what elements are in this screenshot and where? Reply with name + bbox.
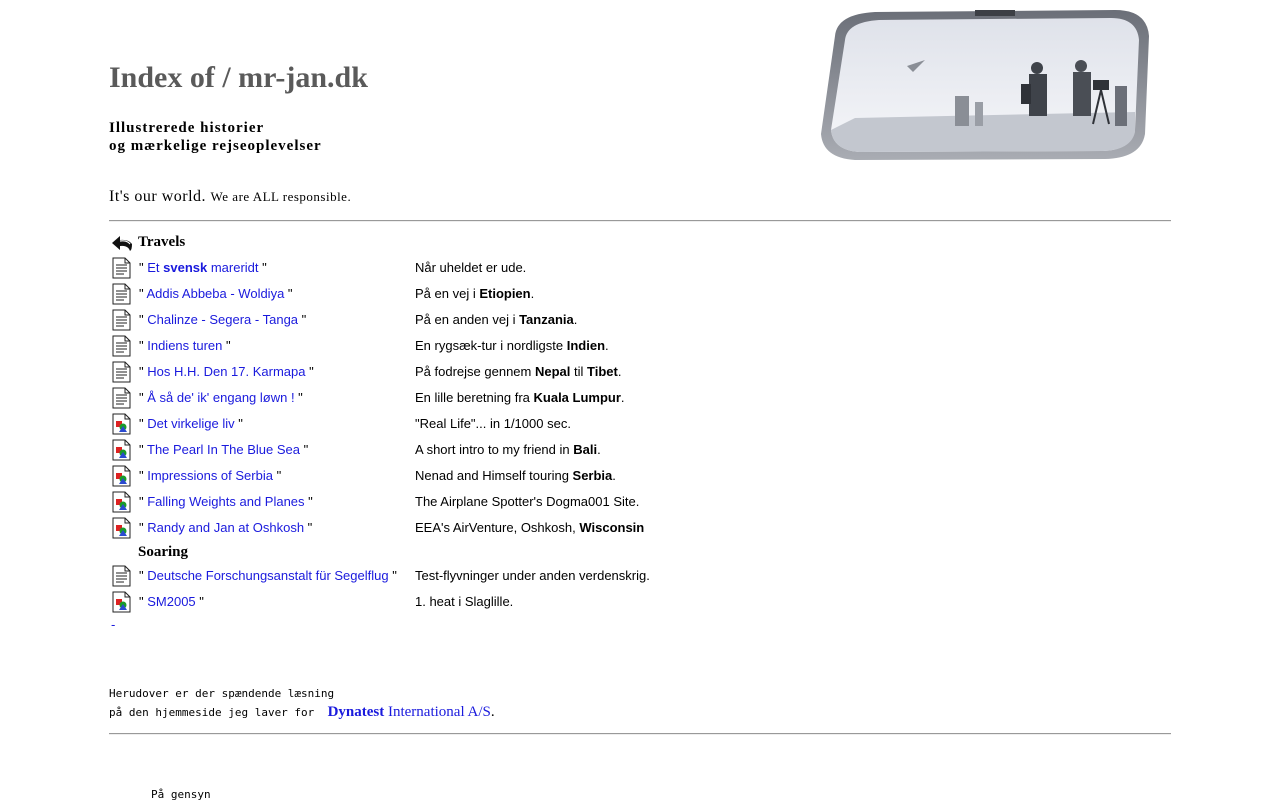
item-link-text: SM2005 (147, 594, 196, 609)
item-description (415, 594, 513, 610)
description-desc-pre: EEA's AirVenture, Oshkosh, (415, 520, 580, 535)
item-title (139, 312, 306, 328)
description-desc-post: . (605, 338, 609, 353)
footer-line-2-text: på den hjemmeside jeg laver for (109, 706, 315, 719)
description-desc-bold: Kuala Lumpur (533, 390, 621, 405)
quote-open: " (139, 390, 148, 405)
description-desc-pre: På en vej i (415, 286, 480, 301)
image-document-icon[interactable] (110, 591, 132, 613)
item-link[interactable] (147, 286, 285, 301)
description-desc-post: . (612, 468, 616, 483)
quote-close: " (284, 286, 293, 301)
description-desc-pre: Nenad and Himself touring (415, 468, 573, 483)
item-title (139, 494, 313, 510)
item-description (415, 390, 625, 406)
description-desc-pre: A short intro to my friend in (415, 442, 574, 457)
item-link-text: Å så de' ik' engang løwn ! (147, 390, 295, 405)
dynatest-bold: Dynatest (327, 704, 385, 720)
description-desc-bold: Bali (573, 442, 598, 457)
quote-open: " (139, 494, 148, 509)
item-title (139, 594, 204, 610)
quote-close: " (222, 338, 231, 353)
description-desc-pre: Når uheldet er ude. (415, 260, 527, 275)
item-title (139, 568, 397, 584)
rearview-mirror-image (815, 6, 1155, 164)
image-document-icon[interactable] (110, 439, 132, 461)
text-document-icon[interactable] (110, 309, 132, 331)
image-document-icon[interactable] (110, 517, 132, 539)
quote-open: " (139, 286, 147, 301)
item-link-text: Chalinze - Segera - Tanga (147, 312, 299, 327)
description-desc-bold: Wisconsin (579, 520, 645, 535)
image-document-icon[interactable] (110, 491, 132, 513)
item-link[interactable] (147, 390, 294, 405)
list-item (0, 412, 1280, 438)
description-desc-bold: Nepal (534, 364, 571, 379)
description-desc-pre: På fodrejse gennem (415, 364, 535, 379)
item-link-text: Impressions of Serbia (147, 468, 273, 483)
quote-close: " (299, 442, 309, 457)
item-link[interactable] (147, 568, 388, 583)
text-document-icon[interactable] (110, 565, 132, 587)
item-link-bold: svensk (163, 260, 208, 275)
item-link[interactable] (147, 520, 304, 535)
text-document-icon[interactable] (110, 387, 132, 409)
item-link-text: Falling Weights and Planes (147, 494, 305, 509)
item-link-text: Det virkelige liv (147, 416, 235, 431)
item-link-text: Addis Abbeba - Woldiya (146, 286, 285, 301)
quote-close: " (304, 494, 313, 509)
quote-close: " (294, 390, 303, 405)
quote-close: " (388, 568, 397, 583)
list-item (0, 516, 1280, 542)
description-desc-bold2: Tibet (587, 364, 618, 379)
description-desc-post: . (573, 312, 578, 327)
item-title (139, 468, 281, 484)
description-desc-pre: På en anden vej i (415, 312, 520, 327)
description-desc-pre: The Airplane Spotter's Dogma001 Site. (415, 494, 640, 509)
tagline-sub: We are ALL responsible. (210, 189, 352, 204)
tagline (109, 188, 351, 206)
item-title (139, 416, 243, 432)
description-desc-post: . (530, 286, 535, 301)
item-link[interactable] (147, 494, 304, 509)
item-title (139, 390, 303, 406)
footer-line-1: Herudover er der spændende læsning (109, 687, 335, 700)
image-document-icon[interactable] (110, 413, 132, 435)
list-item (0, 590, 1280, 616)
item-link[interactable] (147, 260, 258, 275)
subtitle-line-2: og mærkelige rejseoplevelser (109, 138, 322, 154)
back-arrow-icon[interactable] (110, 233, 134, 253)
item-title (139, 260, 267, 276)
list-item (0, 464, 1280, 490)
list-item (0, 438, 1280, 464)
quote-close: " (304, 520, 313, 535)
quote-open: " (139, 442, 147, 457)
item-description (415, 568, 650, 584)
list-item (0, 334, 1280, 360)
description-desc-pre: En rygsæk-tur i nordligste (415, 338, 567, 353)
item-link[interactable] (147, 364, 305, 379)
item-title (139, 520, 312, 536)
dynatest-link[interactable] (328, 704, 491, 720)
item-description (415, 442, 601, 458)
bottom-divider (109, 733, 1171, 735)
description-desc-bold: Etiopien (479, 286, 531, 301)
quote-close: " (258, 260, 267, 275)
description-desc-bold: Tanzania (519, 312, 574, 327)
quote-open: " (139, 312, 148, 327)
quote-close: " (195, 594, 204, 609)
description-desc-mid: til (570, 364, 587, 379)
list-item (0, 256, 1280, 282)
quote-open: " (139, 364, 148, 379)
item-title (139, 338, 231, 354)
item-link[interactable] (147, 416, 234, 431)
footer-note (109, 684, 495, 722)
item-description (415, 468, 616, 484)
description-desc-pre: "Real Life"... in 1/1000 sec. (415, 416, 571, 431)
description-desc-pre: 1. heat i Slaglille. (415, 594, 514, 609)
quote-close: " (272, 468, 282, 483)
list-item (0, 308, 1280, 334)
description-desc-post: . (620, 390, 625, 405)
text-document-icon[interactable] (110, 257, 132, 279)
description-desc-bold: Indien (566, 338, 606, 353)
item-description (415, 312, 577, 328)
quote-close: " (298, 312, 307, 327)
item-link-text: Deutsche Forschungsanstalt für Segelflug (147, 568, 389, 583)
footer-line-2 (109, 703, 495, 722)
description-desc-pre: Test-flyvninger under anden verdenskrig. (415, 568, 650, 583)
item-description (415, 364, 621, 380)
top-divider (109, 220, 1171, 222)
image-document-icon[interactable] (110, 465, 132, 487)
section-heading-travels: Travels (138, 234, 186, 250)
quote-open: " (139, 338, 148, 353)
quote-open: " (139, 594, 148, 609)
list-item (0, 564, 1280, 590)
quote-open: " (139, 520, 148, 535)
item-title (139, 364, 314, 380)
footer-period: . (490, 704, 495, 720)
item-description (415, 260, 526, 276)
item-link-text: Hos H.H. Den 17. Karmapa (147, 364, 306, 379)
item-title (139, 286, 293, 302)
quote-close: " (305, 364, 314, 379)
item-link[interactable] (147, 338, 222, 353)
item-link[interactable] (147, 468, 273, 483)
farewell-text: På gensyn (151, 788, 211, 801)
tagline-main: It's our world. (109, 188, 207, 205)
quote-open: " (139, 416, 148, 431)
text-document-icon[interactable] (110, 283, 132, 305)
list-item (0, 360, 1280, 386)
text-document-icon[interactable] (110, 335, 132, 357)
description-desc-pre: En lille beretning fra (415, 390, 534, 405)
description-desc-post: . (597, 442, 601, 457)
item-description (415, 416, 571, 432)
quote-open: " (139, 568, 148, 583)
text-document-icon[interactable] (110, 361, 132, 383)
description-desc-bold: Serbia (572, 468, 613, 483)
item-description (415, 520, 644, 536)
quote-open: " (139, 260, 148, 275)
item-link-text: The Pearl In The Blue Sea (147, 442, 300, 457)
page-title: Index of / mr-jan.dk (109, 61, 368, 94)
quote-close: " (234, 416, 243, 431)
list-item (0, 490, 1280, 516)
section-heading-soaring: Soaring (138, 544, 189, 560)
item-link-text-rest: mareridt (207, 260, 259, 275)
item-link[interactable] (147, 312, 298, 327)
item-link[interactable] (147, 594, 195, 609)
dash-link[interactable]: - (111, 617, 116, 632)
item-link-text: Indiens turen (147, 338, 223, 353)
subtitle-line-1: Illustrerede historier (109, 120, 265, 136)
item-title (139, 442, 308, 458)
description-desc-post: . (617, 364, 622, 379)
page-subtitle (109, 119, 322, 155)
item-description (415, 286, 534, 302)
quote-open: " (139, 468, 148, 483)
item-description (415, 494, 639, 510)
item-link-text: Randy and Jan at Oshkosh (147, 520, 305, 535)
item-description (415, 338, 609, 354)
list-item (0, 282, 1280, 308)
dynatest-rest: International A/S (384, 704, 491, 720)
item-link[interactable] (147, 442, 300, 457)
item-link-text: Et (147, 260, 164, 275)
list-item (0, 386, 1280, 412)
